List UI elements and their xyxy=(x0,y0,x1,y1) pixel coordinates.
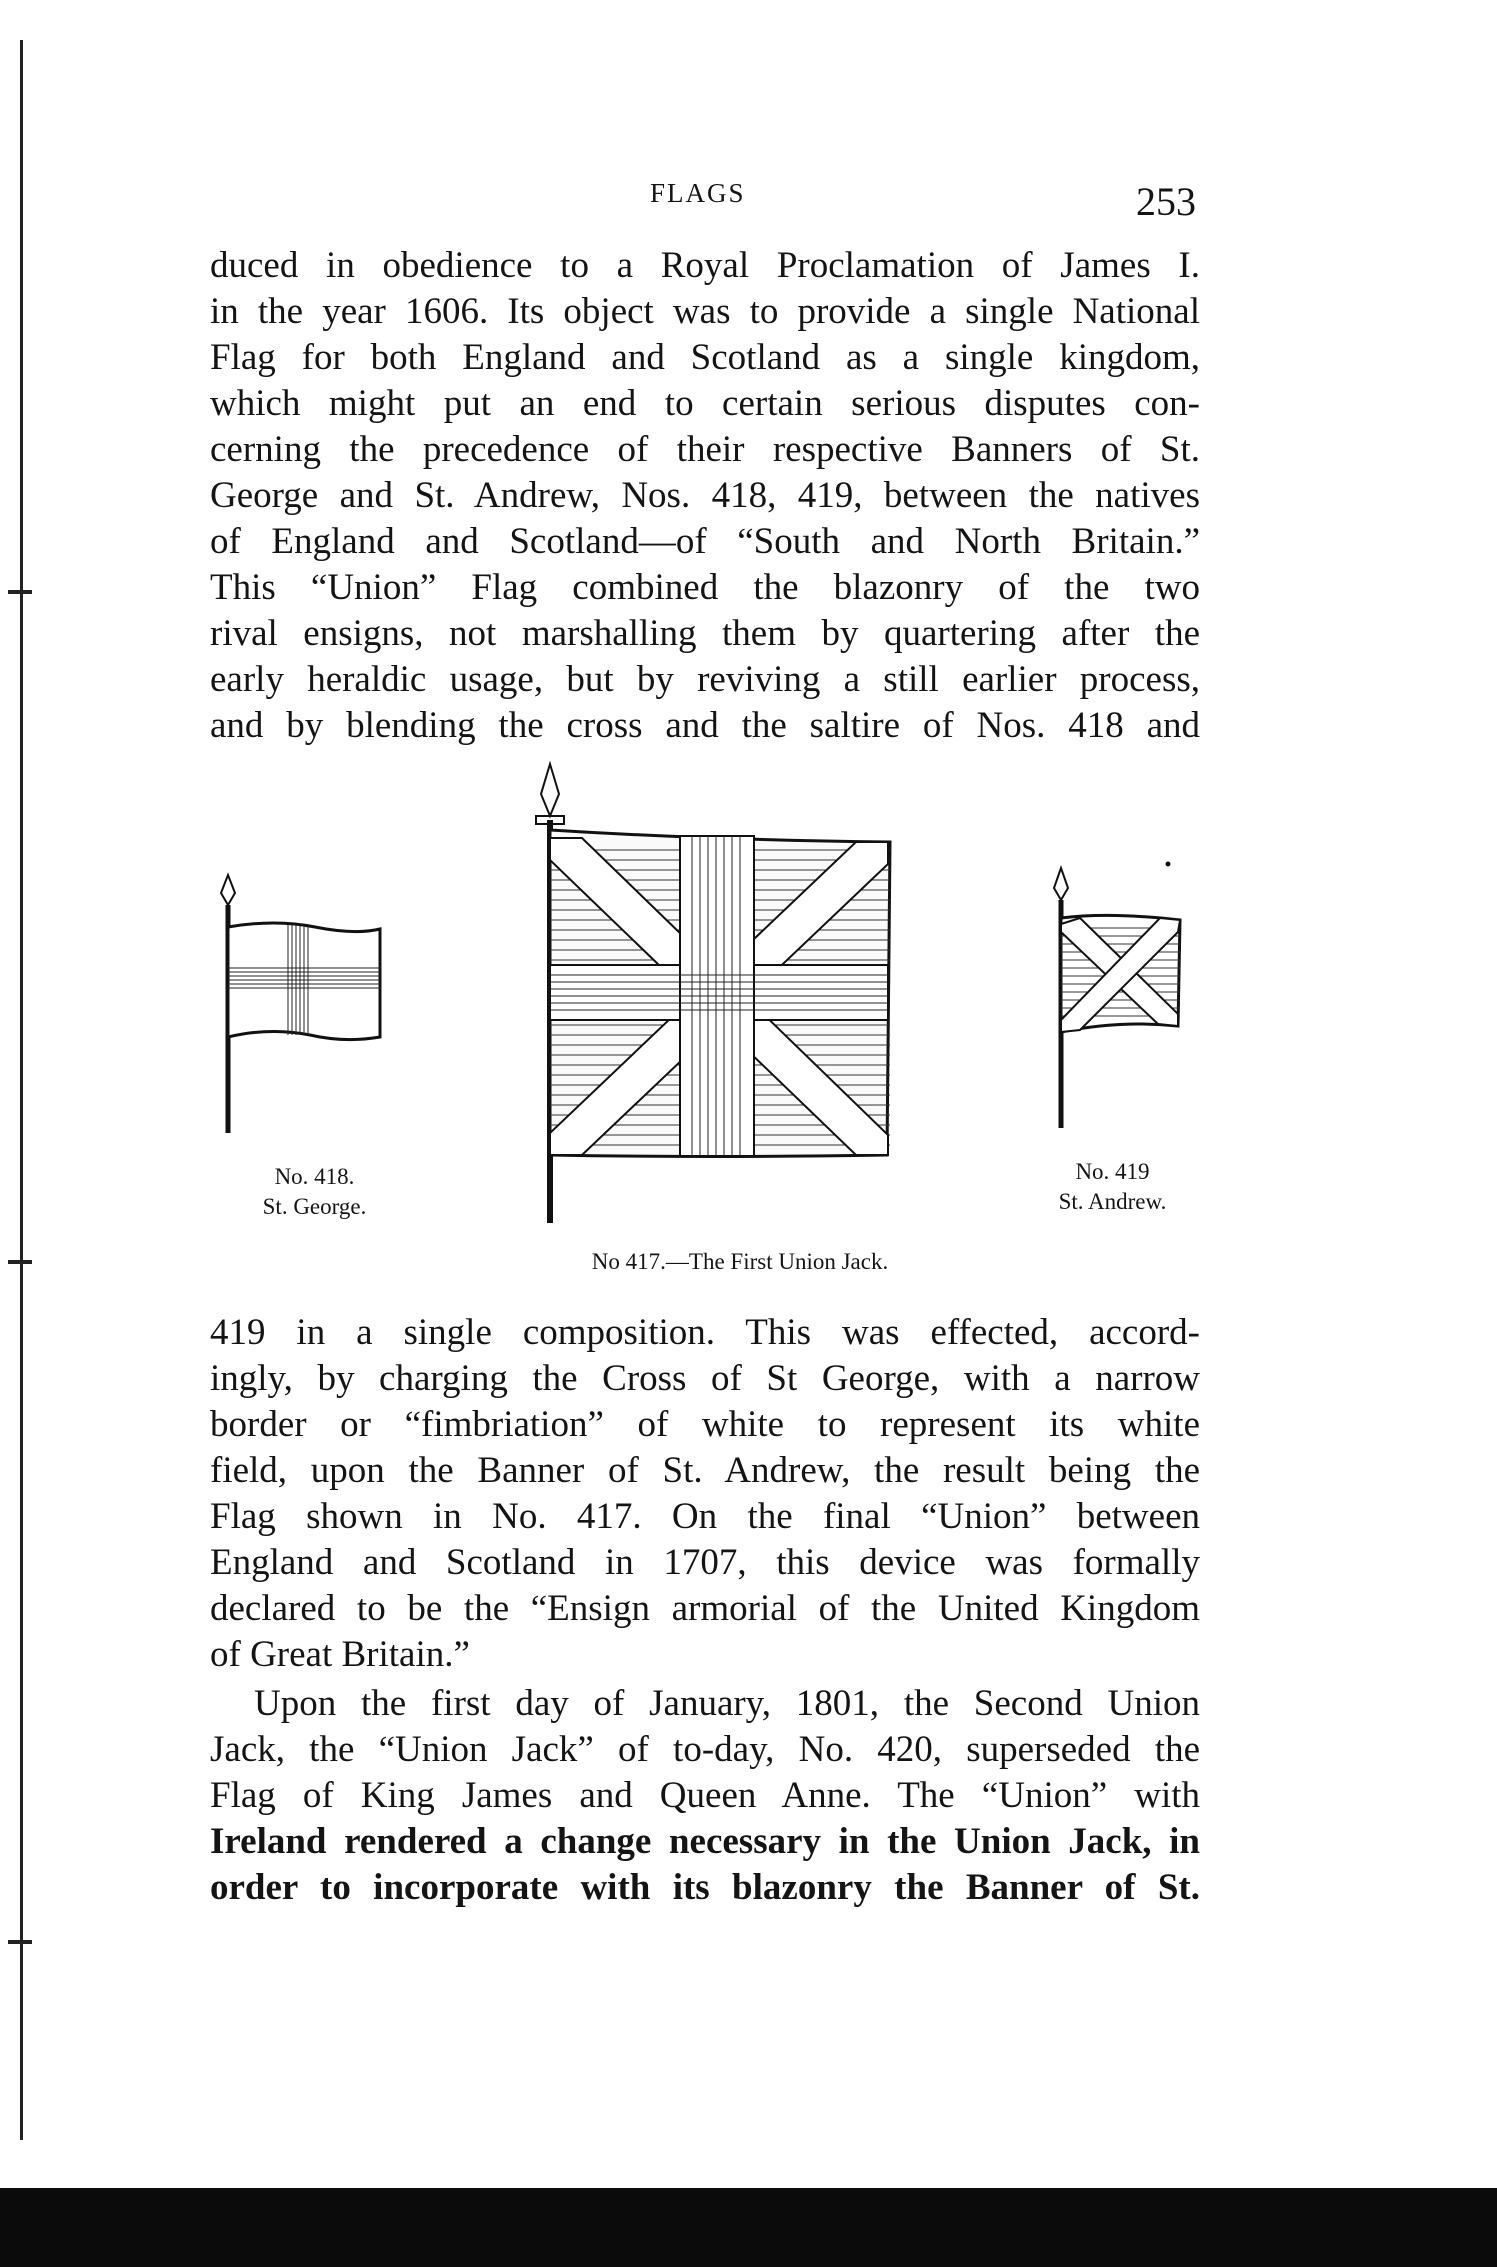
page-number: 253 xyxy=(1136,179,1196,224)
text-line: and by blending the cross and the saltire of Nos. 418 and xyxy=(210,705,1200,746)
text-line: Ireland rendered a change necessary in the Union Jack, in xyxy=(210,1821,1200,1862)
text-line: Flag shown in No. 417. On the final “Union” between xyxy=(210,1496,1200,1537)
text-line: 419 in a single composition. This was effected, accord- xyxy=(210,1312,1200,1353)
text-line: cerning the precedence of their respective Banners of St. xyxy=(210,429,1200,470)
margin-mark xyxy=(8,590,32,594)
text-line: duced in obedience to a Royal Proclamation of James I. xyxy=(210,245,1200,286)
text-line: Flag of King James and Queen Anne. The “Union” with xyxy=(210,1775,1200,1816)
st-george-flag-illustration xyxy=(215,865,390,1135)
figure-caption-number: No. 419 xyxy=(1075,1159,1150,1184)
text-line: of England and Scotland—of “South and North Britain.” xyxy=(210,521,1200,562)
text-line: declared to be the “Ensign armorial of the United Kingdom xyxy=(210,1588,1200,1629)
text-line: ingly, by charging the Cross of St George, with a narrow xyxy=(210,1358,1200,1399)
margin-rule xyxy=(20,40,23,2140)
figure-caption-name: St. George. xyxy=(262,1194,367,1219)
figure-caption-number: No. 418. xyxy=(274,1164,355,1189)
text-line: This “Union” Flag combined the blazonry of the two xyxy=(210,567,1200,608)
first-union-jack-illustration xyxy=(520,760,900,1225)
st-andrew-flag-illustration xyxy=(1040,860,1200,1130)
text-line: England and Scotland in 1707, this device was formally xyxy=(210,1542,1200,1583)
text-line: border or “fimbriation” of white to represent its white xyxy=(210,1404,1200,1445)
text-line: George and St. Andrew, Nos. 418, 419, between the natives xyxy=(210,475,1200,516)
text-line: order to incorporate with its blazonry the Banner of St. xyxy=(210,1867,1200,1908)
text-line: early heraldic usage, but by reviving a still earlier process, xyxy=(210,659,1200,700)
scan-bottom-edge xyxy=(0,2188,1497,2267)
text-line: Flag for both England and Scotland as a single kingdom, xyxy=(210,337,1200,378)
running-title: FLAGS xyxy=(650,178,746,208)
text-line: which might put an end to certain serious disputes con- xyxy=(210,383,1200,424)
text-line: of Great Britain.” xyxy=(210,1634,470,1675)
figure-caption-name: St. Andrew. xyxy=(1058,1189,1167,1214)
scan-margin xyxy=(0,0,40,2267)
figure-caption: No 417.—The First Union Jack. xyxy=(591,1249,889,1274)
text-line: Upon the first day of January, 1801, the Second Union xyxy=(254,1683,1200,1724)
text-line: field, upon the Banner of St. Andrew, the result being the xyxy=(210,1450,1200,1491)
text-line: in the year 1606. Its object was to provide a single National xyxy=(210,291,1200,332)
margin-mark xyxy=(8,1260,32,1264)
text-line: Jack, the “Union Jack” of to-day, No. 420, superseded the xyxy=(210,1729,1200,1770)
text-line: rival ensigns, not marshalling them by quartering after the xyxy=(210,613,1200,654)
margin-mark xyxy=(8,1940,32,1944)
